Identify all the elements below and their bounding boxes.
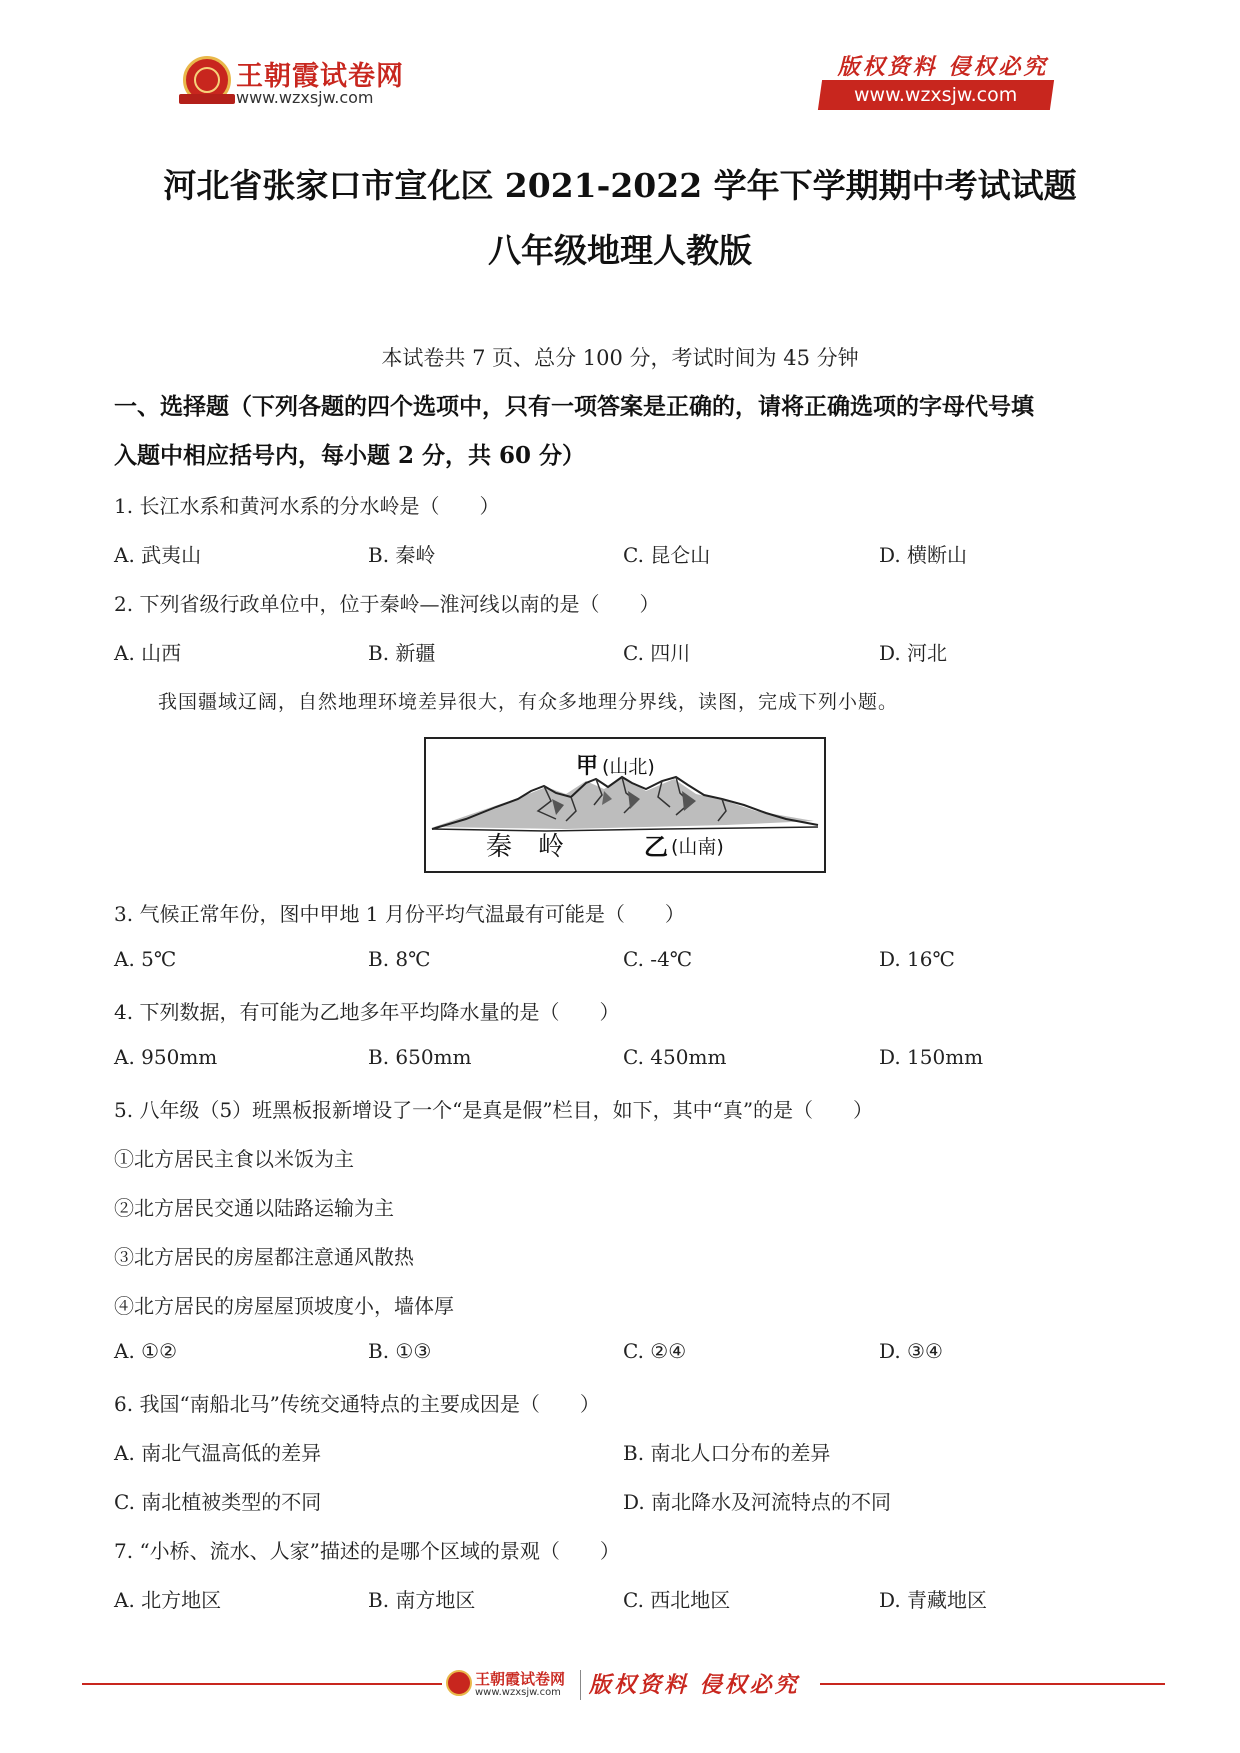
question-2-option-d: D. 河北 <box>879 641 948 665</box>
question-4-option-b: B. 650mm <box>368 1045 472 1069</box>
question-5-stem: 5. 八年级（5）班黑板报新增设了一个“是真是假”栏目，如下，其中“真”的是（ ） <box>114 1098 874 1122</box>
question-7-option-c: C. 西北地区 <box>623 1588 731 1612</box>
label-qinling: 秦 岭 <box>486 832 565 862</box>
question-7-stem: 7. “小桥、流水、人家”描述的是哪个区域的景观（ ） <box>114 1539 620 1563</box>
question-6-option-c: C. 南北植被类型的不同 <box>114 1490 322 1514</box>
footer-seal-icon <box>446 1670 472 1696</box>
question-1-option-d: D. 横断山 <box>879 543 968 567</box>
question-7-option-d: D. 青藏地区 <box>879 1588 988 1612</box>
question-5-option-a: A. ①② <box>114 1339 178 1363</box>
question-4-option-a: A. 950mm <box>114 1045 218 1069</box>
question-5-statement-1: ①北方居民主食以米饭为主 <box>114 1147 354 1171</box>
question-1-option-a: A. 武夷山 <box>114 543 202 567</box>
url-banner-text: www.wzxsjw.com <box>854 84 1018 106</box>
qinling-figure <box>424 737 826 873</box>
question-3-option-d: D. 16℃ <box>879 947 955 971</box>
question-5-statement-2: ②北方居民交通以陆路运输为主 <box>114 1196 394 1220</box>
question-4-option-d: D. 150mm <box>879 1045 984 1069</box>
question-3-stem: 3. 气候正常年份，图中甲地 1 月份平均气温最有可能是（ ） <box>114 902 685 926</box>
copyright-notice: 版权资料 侵权必究 <box>837 54 1049 80</box>
question-1-option-c: C. 昆仑山 <box>623 543 711 567</box>
footer-separator <box>580 1670 581 1700</box>
question-6-option-d: D. 南北降水及河流特点的不同 <box>623 1490 892 1514</box>
question-2-option-a: A. 山西 <box>114 641 182 665</box>
footer-logo-url: www.wzxsjw.com <box>475 1687 561 1698</box>
question-2-stem: 2. 下列省级行政单位中，位于秦岭—淮河线以南的是（ ） <box>114 592 660 616</box>
exam-info: 本试卷共 7 页、总分 100 分，考试时间为 45 分钟 <box>381 346 859 370</box>
section-heading-line1: 一、选择题（下列各题的四个选项中，只有一项答案是正确的，请将正确选项的字母代号填 <box>114 393 1034 420</box>
exam-subtitle: 八年级地理人教版 <box>488 231 752 270</box>
question-4-option-c: C. 450mm <box>623 1045 727 1069</box>
footer-copyright: 版权资料 侵权必究 <box>589 1672 800 1698</box>
section-heading-line2: 入题中相应括号内，每小题 2 分，共 60 分） <box>114 442 586 469</box>
question-5-statement-4: ④北方居民的房屋屋顶坡度小，墙体厚 <box>114 1294 454 1318</box>
question-3-option-a: A. 5℃ <box>114 947 177 971</box>
question-3-option-c: C. -4℃ <box>623 947 693 971</box>
question-5-option-c: C. ②④ <box>623 1339 687 1363</box>
question-1-stem: 1. 长江水系和黄河水系的分水岭是（ ） <box>114 494 500 518</box>
question-4-stem: 4. 下列数据，有可能为乙地多年平均降水量的是（ ） <box>114 1000 620 1024</box>
question-2-option-c: C. 四川 <box>623 641 691 665</box>
question-7-option-a: A. 北方地区 <box>114 1588 222 1612</box>
label-north: (山北) <box>602 756 655 778</box>
label-south: (山南) <box>671 836 724 858</box>
exam-title: 河北省张家口市宣化区 2021-2022 学年下学期期中考试试题 <box>163 166 1077 205</box>
ribbon-decoration <box>179 94 235 104</box>
reading-intro: 我国疆域辽阔，自然地理环境差异很大，有众多地理分界线，读图，完成下列小题。 <box>158 691 899 713</box>
question-5-option-b: B. ①③ <box>368 1339 432 1363</box>
site-logo <box>183 52 413 112</box>
url-banner <box>818 80 1054 110</box>
logo-name: 王朝霞试卷网 <box>236 61 404 92</box>
question-2-option-b: B. 新疆 <box>368 641 436 665</box>
footer-divider-right <box>820 1683 1165 1685</box>
logo-url: www.wzxsjw.com <box>236 88 374 107</box>
label-yi: 乙 <box>644 833 668 861</box>
question-5-statement-3: ③北方居民的房屋都注意通风散热 <box>114 1245 414 1269</box>
footer-logo <box>446 1668 576 1702</box>
mountain-illustration <box>426 739 824 871</box>
question-6-option-a: A. 南北气温高低的差异 <box>114 1441 322 1465</box>
footer-logo-name: 王朝霞试卷网 <box>475 1670 566 1688</box>
question-1-option-b: B. 秦岭 <box>368 543 436 567</box>
question-5-option-d: D. ③④ <box>879 1339 943 1363</box>
question-6-option-b: B. 南北人口分布的差异 <box>623 1441 831 1465</box>
question-7-option-b: B. 南方地区 <box>368 1588 476 1612</box>
footer-divider-left <box>82 1683 442 1685</box>
question-6-stem: 6. 我国“南船北马”传统交通特点的主要成因是（ ） <box>114 1392 600 1416</box>
question-3-option-b: B. 8℃ <box>368 947 431 971</box>
label-jia: 甲 <box>576 754 599 779</box>
